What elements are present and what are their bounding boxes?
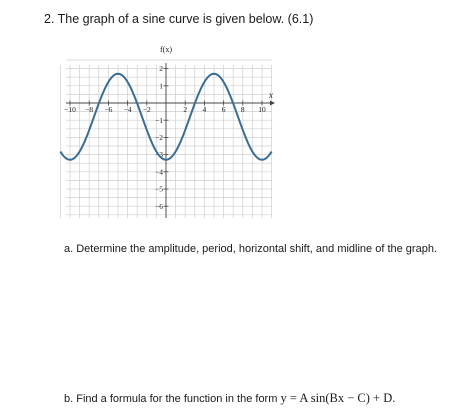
x-tick-label: −6 — [104, 105, 113, 114]
axes — [66, 63, 275, 218]
y-tick-label: 1 — [159, 81, 163, 91]
y-tick-label: 2 — [159, 64, 163, 74]
x-tick-label: 6 — [221, 105, 226, 114]
x-tick-label: −10 — [64, 105, 76, 114]
y-tick-label: −2 — [155, 133, 163, 142]
part-b-prompt — [64, 391, 395, 406]
x-tick-label: −2 — [142, 105, 151, 114]
x-tick-label: 2 — [183, 105, 188, 114]
question-title: 2. The graph of a sine curve is given below. (6.1) — [44, 12, 314, 26]
y-tick-label: −4 — [155, 167, 163, 177]
sine-graph — [56, 40, 282, 220]
x-tick-label: −8 — [85, 105, 94, 114]
part-b-formula: y = A sin(Bx − C) + D. — [280, 391, 396, 405]
y-tick-label: −6 — [155, 201, 163, 211]
x-tick-label: 10 — [258, 105, 266, 114]
part-b-text: b. Find a formula for the function in the form — [64, 393, 281, 405]
part-a-prompt: a. Determine the amplitude, period, horizontal shift, and midline of the graph. — [64, 243, 437, 255]
x-tick-label: 8 — [240, 105, 245, 114]
y-tick-label: −1 — [155, 115, 163, 125]
y-axis-label: f(x) — [160, 45, 172, 54]
x-tick-label: 4 — [202, 105, 207, 114]
x-axis-label: x — [269, 90, 273, 100]
y-tick-label: −5 — [155, 184, 163, 194]
y-tick-label: −3 — [155, 150, 163, 160]
x-axis-arrow — [270, 101, 275, 106]
x-tick-label: −4 — [123, 105, 132, 114]
